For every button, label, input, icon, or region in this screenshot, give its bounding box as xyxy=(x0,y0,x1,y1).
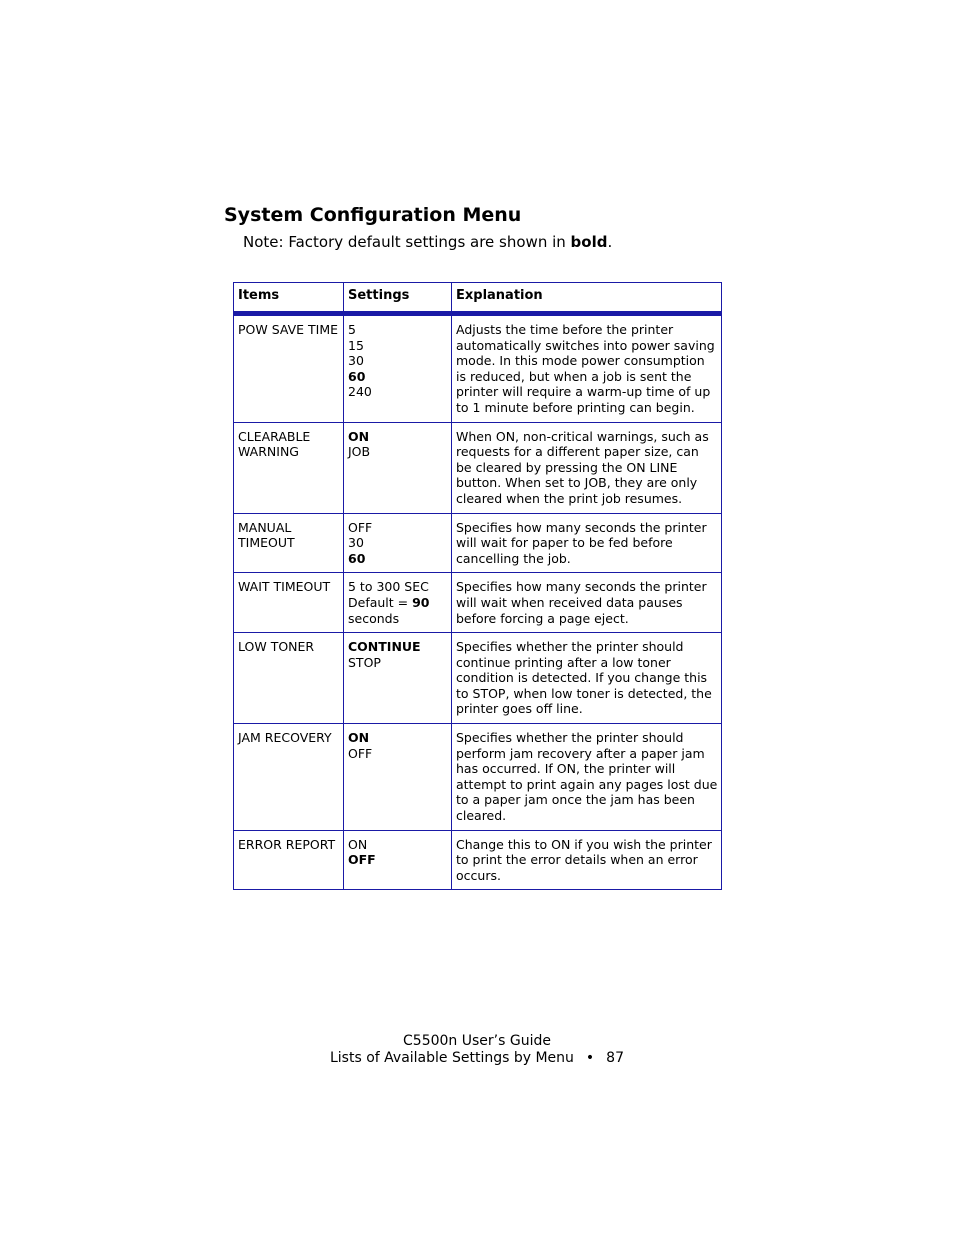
item-cell xyxy=(234,724,344,831)
item-name: MANUAL TIMEOUT xyxy=(238,519,295,551)
setting-option: 30 xyxy=(348,353,364,369)
footer-bullet: • xyxy=(585,1050,595,1066)
table-row xyxy=(234,724,722,831)
setting-option-default: ON xyxy=(348,730,370,746)
default-settings-note xyxy=(243,232,612,252)
setting-range: 5 to 300 SEC xyxy=(348,579,429,595)
setting-option: JOB xyxy=(348,444,371,460)
setting-option-default: 60 xyxy=(348,550,366,566)
table-row xyxy=(234,513,722,573)
item-cell xyxy=(234,633,344,724)
table-row xyxy=(234,573,722,633)
settings-cell xyxy=(344,422,452,513)
item-name: WAIT TIMEOUT xyxy=(238,579,331,595)
item-cell xyxy=(234,422,344,513)
table-row xyxy=(234,314,722,423)
setting-default-line xyxy=(348,595,448,611)
settings-cell xyxy=(344,724,452,831)
note-text: Note: Factory default settings are shown in xyxy=(243,233,571,251)
explanation-text: Specifies whether the printer should continue printing after a low toner condition is detected. If you change this to STOP, when low toner is detected, the printer goes off line. xyxy=(456,639,712,717)
settings-table xyxy=(233,282,722,890)
setting-option: 240 xyxy=(348,384,372,400)
setting-option: OFF xyxy=(348,519,373,535)
explanation-cell xyxy=(452,314,722,423)
setting-option: ON xyxy=(348,836,368,852)
explanation-text: Adjusts the time before the printer automatically switches into power saving mode. In this mode power consumption is reduced, but when a job is sent the printer will require a warm-up time of up to 1 minute before printing can begin. xyxy=(456,322,715,415)
explanation-cell xyxy=(452,724,722,831)
item-cell xyxy=(234,830,344,890)
item-cell xyxy=(234,513,344,573)
explanation-cell xyxy=(452,422,722,513)
item-name: LOW TONER xyxy=(238,639,315,655)
setting-option-default: ON xyxy=(348,428,370,444)
setting-option: 15 xyxy=(348,337,364,353)
item-name: POW SAVE TIME xyxy=(238,322,339,337)
setting-option: OFF xyxy=(348,745,373,761)
explanation-text: When ON, non-critical warnings, such as requests for a different paper size, can be cleared by pressing the ON LINE button. When set to JOB, they are only cleared when the print job resumes. xyxy=(456,428,709,506)
setting-option-default: CONTINUE xyxy=(348,639,421,655)
table-row xyxy=(234,830,722,890)
item-cell xyxy=(234,314,344,423)
settings-cell xyxy=(344,633,452,724)
explanation-cell xyxy=(452,830,722,890)
explanation-cell xyxy=(452,513,722,573)
explanation-text: Change this to ON if you wish the printer to print the error details when an error occurs. xyxy=(456,836,712,883)
setting-option: 5 xyxy=(348,322,356,337)
setting-option-default: OFF xyxy=(348,852,376,868)
setting-option-default: 60 xyxy=(348,368,366,384)
item-name: JAM RECOVERY xyxy=(238,730,332,746)
item-name: CLEARABLE WARNING xyxy=(238,428,311,460)
header-explanation: Explanation xyxy=(452,283,722,314)
note-period: . xyxy=(607,233,613,251)
footer-guide-title: C5500n User’s Guide xyxy=(403,1033,551,1049)
settings-cell xyxy=(344,513,452,573)
page-title: System Configuration Menu xyxy=(224,204,522,226)
setting-option: 30 xyxy=(348,535,364,551)
header-items: Items xyxy=(234,283,344,314)
note-bold-word: bold xyxy=(570,233,608,251)
explanation-cell xyxy=(452,573,722,633)
explanation-cell xyxy=(452,633,722,724)
item-name: ERROR REPORT xyxy=(238,836,336,852)
header-settings: Settings xyxy=(344,283,452,314)
settings-cell xyxy=(344,573,452,633)
footer-section-line xyxy=(0,1050,954,1067)
setting-option: STOP xyxy=(348,654,381,670)
item-cell xyxy=(234,573,344,633)
explanation-text: Specifies how many seconds the printer will wait when received data pauses before forcing a page eject. xyxy=(456,579,707,626)
explanation-text: Specifies whether the printer should perform jam recovery after a paper jam has occurred. If ON, the printer will attempt to print again any pages lost due to a paper jam once the jam has been cleared. xyxy=(456,730,718,824)
page-number: 87 xyxy=(606,1050,624,1066)
setting-default-label: Default = xyxy=(348,594,413,610)
settings-cell xyxy=(344,830,452,890)
explanation-text: Specifies how many seconds the printer will wait for paper to be fed before cancelling the job. xyxy=(456,519,707,566)
table-row xyxy=(234,422,722,513)
footer-section-title: Lists of Available Settings by Menu xyxy=(329,1050,574,1066)
setting-unit: seconds xyxy=(348,610,400,626)
settings-cell xyxy=(344,314,452,423)
table-row xyxy=(234,633,722,724)
setting-default-value: 90 xyxy=(412,594,430,610)
table-header-row xyxy=(234,283,722,314)
